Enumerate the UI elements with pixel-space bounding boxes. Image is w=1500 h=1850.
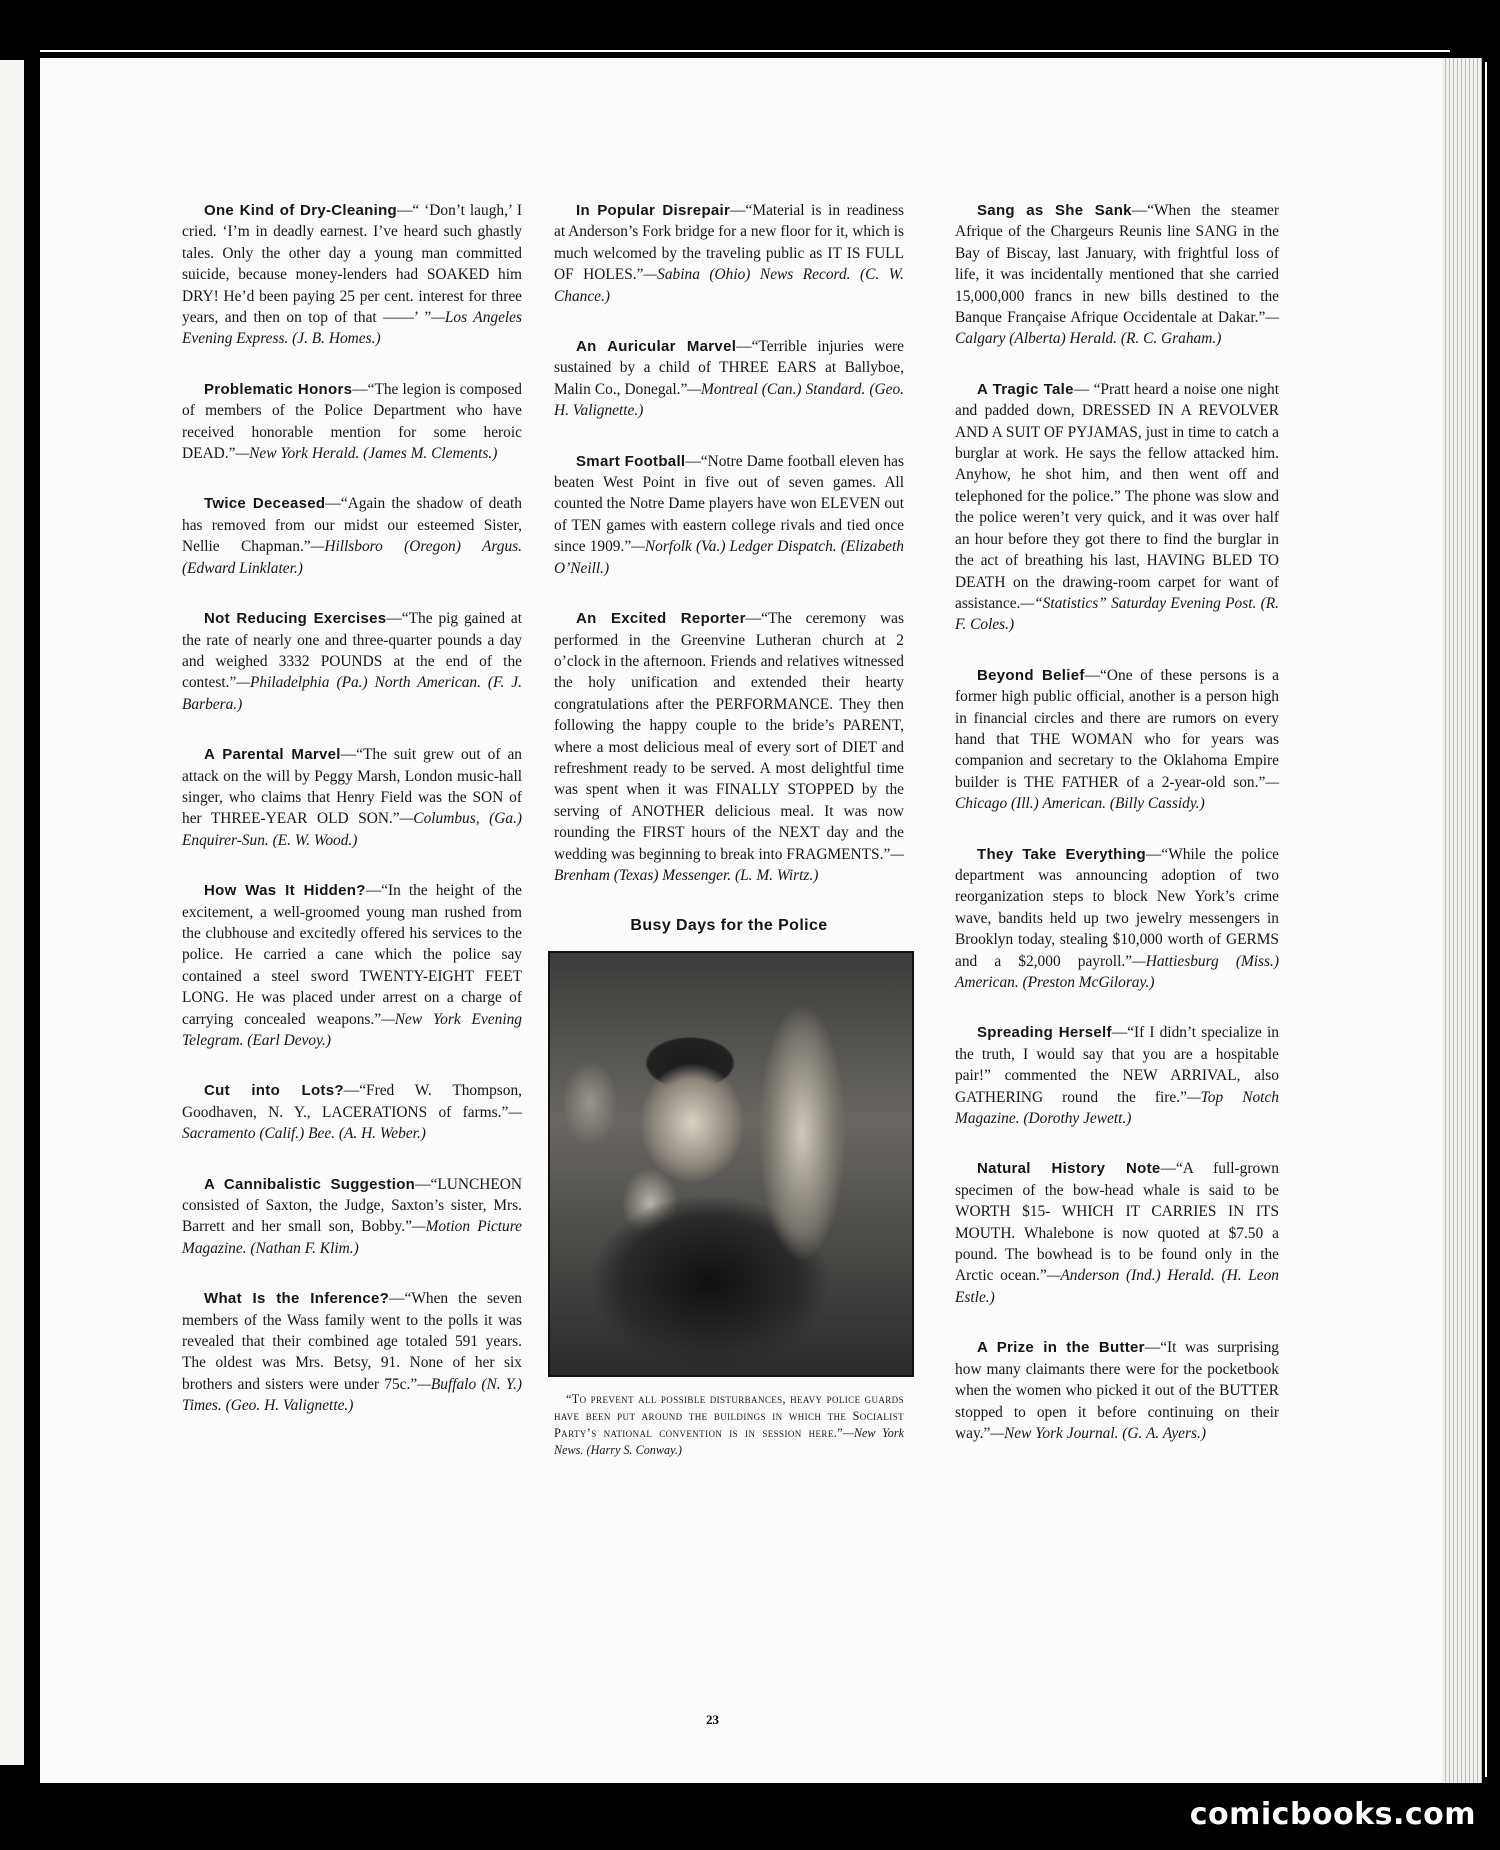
watermark: comicbooks.com [1189,1797,1476,1832]
item-quote: —“It was surprising how many claimants there were for the pocketbook when the women who picked it out of the BUTTER stopped to open it before continuing on their way.” [955,1339,1279,1442]
item-source: —Hillsboro (Oregon) Argus. (Edward Linklater.) [182,538,522,577]
item-heading: An Excited Reporter [576,610,746,628]
item [955,1337,1279,1444]
item-quote: —“While the police department was announcing adoption of two reorganization steps to block New York’s crime wave, bandits held up two jewelry messengers in Brooklyn today, stealing $10,000 worth of GERMS and a $2,000 payroll.” [955,845,1279,970]
page-stack-edge [1442,58,1482,1783]
item-quote: —“When the seven members of the Wass family went to the polls it was revealed that their combined age totaled 591 years. The oldest was Mrs. Betsy, 91. None of her six brothers and sisters were under 75c.” [182,1290,522,1393]
item-quote: —“A full-grown specimen of the bow-head whale is said to be WORTH $15- WHICH IT CARRIES IN ITS MOUTH. Whalebone is now quoted at $7.50 a pound. The bowhead is to be found only in the Arctic ocean.” [955,1160,1279,1285]
photo-caption-text: “To prevent all possible disturbances, heavy police guards have been put around the buildings in which the Socialist Party’s national convention is in session here.” [554,1391,904,1440]
item-quote: —“Material is in readiness at Anderson’s Fork bridge for a new floor for it, which is much welcomed by the traveling public as IT IS FULL OF HOLES.” [554,202,904,284]
item-quote: — “Pratt heard a noise one night and padded down, DRESSED IN A REVOLVER AND A SUIT OF PYJAMAS, just in time to catch a burglar at work. He says the fellow attacked him. Anyhow, he shot him, and then went off and telephoned for the police.” The phone was slow and the police weren’t very quick, and it was over half an hour before they got there to find the burglar in the act of breathing his last, HAVING BLED TO DEATH on the drawing-room carpet for want of assistance. [955,380,1279,612]
item-source: —Top Notch Magazine. (Dorothy Jewett.) [955,1088,1279,1128]
item-heading: One Kind of Dry-Cleaning [204,202,398,219]
item-heading: Natural History Note [977,1160,1161,1178]
item-heading: A Prize in the Butter [977,1339,1145,1357]
column-middle [554,200,904,1459]
item [182,200,522,350]
item [182,744,522,851]
page-number: 23 [706,1712,719,1727]
item [182,1174,522,1260]
item-quote: —“One of these persons is a former high public official, another is a person high in financial circles and there are rumors on every hand that THE WOMAN who for years was companion and secretary to the Oklahoma Empire builder is THE FATHER of a 2-year-old son.” [955,666,1279,791]
item-source: —Buffalo (N. Y.) Times. (Geo. H. Valignette.) [182,1375,522,1415]
item [955,200,1279,350]
item-source: —New York Herald. (James M. Clements.) [235,445,498,463]
item-source: —Motion Picture Magazine. (Nathan F. Klim.) [182,1218,522,1257]
item [554,336,904,422]
item-source: —Los Angeles Evening Express. (J. B. Homes.) [182,309,523,348]
item-source: —Hattiesburg (Miss.) American. (Preston McGiloray.) [955,952,1279,991]
item-source: —Chicago (Ill.) American. (Billy Cassidy.) [955,773,1279,813]
item-quote: —“LUNCHEON consisted of Saxton, the Judge, Saxton’s sister, Mrs. Barrett and her small son, Bobby.” [182,1175,522,1236]
item-quote: —“When the steamer Afrique of the Chargeurs Reunis line SANG in the Bay of Biscay, last January, with frightful loss of life, it was incidentally mentioned that she carried 15,000,000 francs in new bills destined to the Banque Française Afrique Occidentale at Dakar.” [955,202,1279,327]
item [182,493,522,579]
item-heading: Sang as She Sank [977,202,1132,219]
item [955,1158,1279,1308]
item-quote: —“The legion is composed of members of the Police Department who have received honorable mention for some heroic DEAD.” [182,380,522,463]
item [554,608,904,886]
item-source: —Anderson (Ind.) Herald. (H. Leon Estle.) [955,1267,1280,1306]
item-quote: —“In the height of the excitement, a well-groomed young man rushed from the clubhouse and excitedly offered his services to the police. He carried a cane which the police say contained a steel sword TWENTY-EIGHT FEET LONG. He was placed under arrest on a charge of carrying concealed weapons.” [182,882,522,1028]
item-source: —Columbus, (Ga.) Enquirer-Sun. (E. W. Wood.) [182,810,523,849]
item-heading: Not Reducing Exercises [204,610,387,628]
item [955,379,1279,636]
item-quote: —“If I didn’t specialize in the truth, I would say that you are a hospitable pair!” commented the NEW ARRIVAL, also GATHERING round the fire.” [955,1024,1279,1106]
item-quote: —“Notre Dame football eleven has beaten West Point in five out of seven games. All counted the Notre Dame players have won ELEVEN out of TEN games with eastern college rivals and tied once since 1909.” [554,452,904,556]
item [554,451,904,579]
item-heading: Spreading Herself [977,1024,1112,1042]
photo-title: Busy Days for the Police [630,917,828,935]
item-heading: A Parental Marvel [204,746,341,764]
item [182,880,522,1051]
item-source: —Calgary (Alberta) Herald. (R. C. Graham.) [955,309,1279,348]
item [182,1288,522,1416]
item [955,665,1279,815]
item-source: —New York Journal. (G. A. Ayers.) [990,1424,1206,1442]
item-heading: Problematic Honors [204,380,353,398]
crop-mark-right [1485,62,1487,1777]
item-heading: Twice Deceased [204,495,326,513]
item-source: —Montreal (Can.) Standard. (Geo. H. Valignette.) [554,380,904,420]
item-source: —Brenham (Texas) Messenger. (L. M. Wirtz.) [554,845,904,884]
item-heading: A Cannibalistic Suggestion [204,1175,416,1193]
item [182,379,522,465]
item-heading: A Tragic Tale [977,380,1074,398]
item [554,200,904,307]
item-quote: —“Fred W. Thompson, Goodhaven, N. Y., LACERATIONS of farms.” [182,1082,522,1121]
item-heading: Smart Football [576,452,686,470]
item-heading: What Is the Inference? [204,1290,390,1308]
item-quote: —“The ceremony was performed in the Greenvine Lutheran church at 2 o’clock in the afternoon. Friends and relatives witnessed the holy unification and extended their hearty congratulations after the PERFORMANCE. They then following the happy couple to the bride’s PARENT, where a most delicious meal of every sort of DIET and refreshment ready to be served. A most delightful time was spent when it was FINALLY STOPPED by the serving of ANOTHER delicious meal. It was now rounding the FIRST hours of the NEXT day and the wedding was beginning to break into FRAGMENTS.” [554,610,904,863]
item-source: —Sabina (Ohio) News Record. (C. W. Chance.) [554,266,904,305]
news-photo [548,951,914,1377]
item-quote: —“ ‘Don’t laugh,’ I cried. ‘I’m in deadly earnest. I’ve heard such ghastly tales. Only the other day a young man committed suicide, because money-lenders had SOAKED him DRY! He’d been paying 25 per cent. interest for three years, and then on top of that ——’ ” [182,202,522,327]
column-left [182,200,522,1446]
item-heading: In Popular Disrepair [576,202,731,219]
item-source: —New York Evening Telegram. (Earl Devoy.) [182,1010,522,1049]
photo-caption [554,1391,904,1459]
item-source: —Philadelphia (Pa.) North American. (F. J. Barbera.) [182,674,522,713]
item-quote: —“Terrible injuries were sustained by a child of THREE EARS at Ballyboe, Malin Co., Donegal.” [554,338,904,398]
item-quote: —“The pig gained at the rate of nearly one and three-quarter pounds a day and weighed 3332 POUNDS at the end of the contest.” [182,610,522,692]
item [955,1022,1279,1129]
column-right [955,200,1279,1473]
item-heading: Cut into Lots? [204,1082,344,1100]
item-heading: Beyond Belief [977,666,1085,684]
item [182,1080,522,1144]
item-heading: They Take Everything [977,845,1146,863]
item-heading: An Auricular Marvel [576,338,737,356]
item-source: —Sacramento (Calif.) Bee. (A. H. Weber.) [182,1103,522,1143]
item [182,608,522,715]
left-page-edge [0,60,24,1765]
item [955,844,1279,994]
crop-mark-top [40,50,1450,52]
item-source: —Norfolk (Va.) Ledger Dispatch. (Elizabeth O’Neill.) [554,538,904,577]
photo-caption-source: —New York News. (Harry S. Conway.) [554,1425,904,1457]
item-heading: How Was It Hidden? [204,882,366,900]
item-quote: —“The suit grew out of an attack on the will by Peggy Marsh, London music-hall singer, who claims that Henry Field was the SON of her THREE-YEAR OLD SON.” [182,746,522,828]
item-source: —“Statistics” Saturday Evening Post. (R. F. Coles.) [955,594,1279,634]
item-quote: —“Again the shadow of death has removed from our midst our esteemed Sister, Nellie Chapman.” [182,495,522,556]
